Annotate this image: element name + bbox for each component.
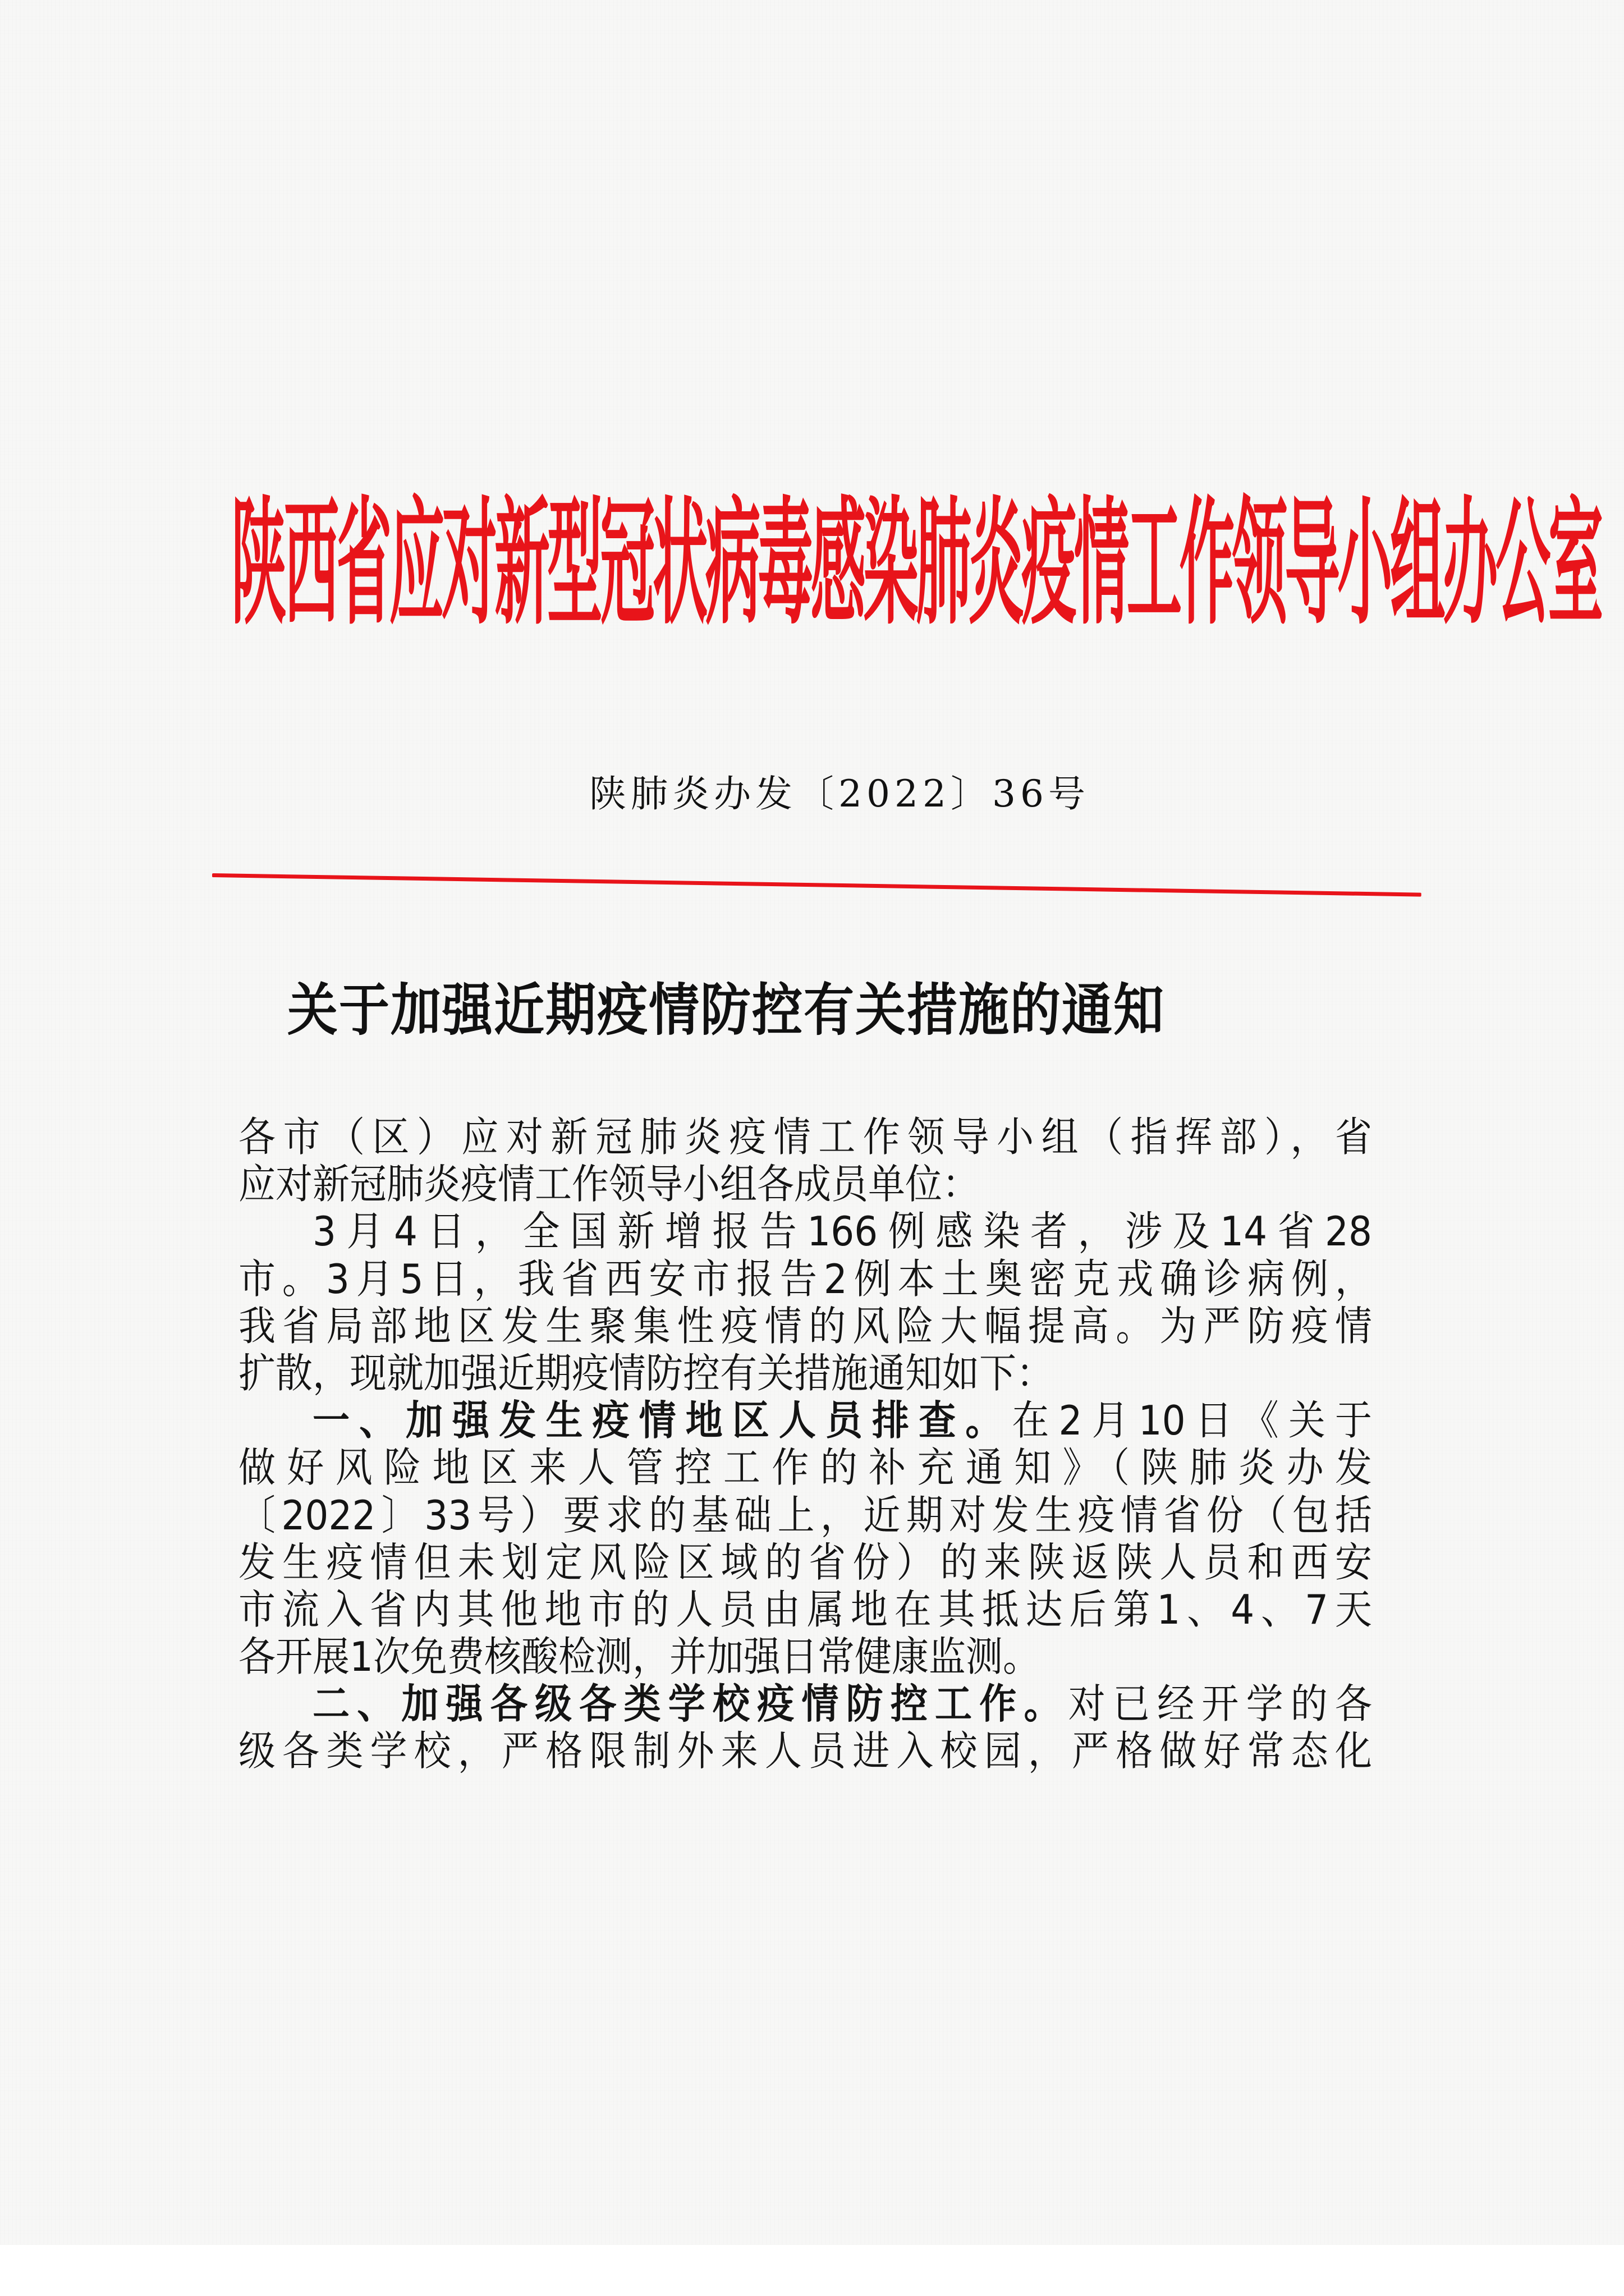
- issuer-red-header: 陕西省应对新型冠状病毒感染肺炎疫情工作领导小组办公室: [231, 484, 1601, 644]
- addressee-block: [238, 1114, 1372, 1208]
- paragraph-line: 市。3月5日，我省西安市报告2例本土奥密克戎确诊病例，: [238, 1255, 1372, 1303]
- section-first-line: [238, 1395, 1372, 1447]
- paragraph-line: 扩散，现就加强近期疫情防控有关措施通知如下：: [238, 1350, 1053, 1397]
- document-body: [238, 1114, 1372, 1776]
- paragraph-line: 各开展1次免费核酸检测，并加强日常健康监测。: [238, 1633, 1040, 1681]
- section-heading: 一、加强发生疫情地区人员排查。: [313, 1397, 1012, 1445]
- paragraph-line: 3月4日，全国新增报告166例感染者，涉及14省28: [313, 1208, 1372, 1256]
- addressee-line: 各市（区）应对新冠肺炎疫情工作领导小组（指挥部），省: [238, 1113, 1372, 1161]
- section-text: 对已经开学的各: [1068, 1680, 1373, 1729]
- red-separator-rule: [212, 873, 1421, 897]
- section-first-line: [238, 1679, 1372, 1731]
- paragraph-line: 我省局部地区发生聚集性疫情的风险大幅提高。为严防疫情: [238, 1302, 1372, 1350]
- section-heading: 二、加强各级各类学校疫情防控工作。: [313, 1680, 1068, 1729]
- addressee-line: 应对新冠肺炎疫情工作领导小组各成员单位：: [238, 1161, 979, 1208]
- document-title: 关于加强近期疫情防控有关措施的通知: [287, 977, 1165, 1044]
- paragraph-line: 市流入省内其他地市的人员由属地在其抵达后第1、4、7天: [238, 1585, 1372, 1634]
- section-2: [238, 1681, 1372, 1775]
- section-text: 在2月10日《关于: [1012, 1397, 1372, 1445]
- section-1: [238, 1397, 1372, 1681]
- intro-paragraph: [238, 1208, 1372, 1397]
- paragraph-line: 做好风险地区来人管控工作的补充通知》（陕肺炎办发: [238, 1444, 1372, 1492]
- document-number: 陕肺炎办发〔2022〕36号: [589, 772, 1090, 815]
- paragraph-line: 级各类学校，严格限制外来人员进入校园，严格做好常态化: [238, 1727, 1372, 1776]
- scan-bottom-margin: [0, 2245, 1624, 2296]
- paragraph-line: 〔2022〕33号）要求的基础上，近期对发生疫情省份（包括: [238, 1491, 1372, 1539]
- paragraph-line: 发生疫情但未划定风险区域的省份）的来陕返陕人员和西安: [238, 1538, 1372, 1587]
